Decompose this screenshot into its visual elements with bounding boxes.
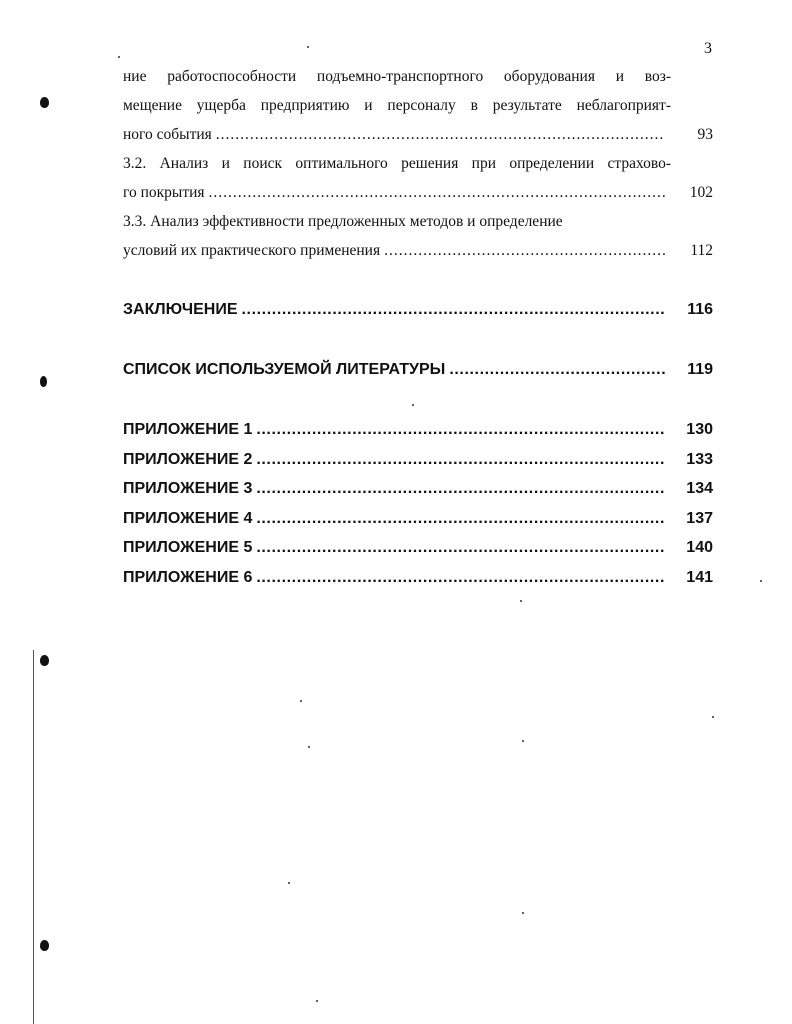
dot-leader bbox=[256, 563, 665, 593]
toc-page-number: 102 bbox=[689, 184, 713, 201]
toc-page-number: 137 bbox=[686, 509, 713, 527]
dot-leader bbox=[256, 504, 665, 534]
toc-page-number: 93 bbox=[697, 126, 713, 143]
toc-text-line: 3.3. Анализ эффективности предложенных методов и определение bbox=[123, 213, 563, 230]
toc-text: го покрытия bbox=[123, 184, 205, 201]
toc-heading: ПРИЛОЖЕНИЕ 3 bbox=[123, 480, 253, 497]
toc-heading: СПИСОК ИСПОЛЬЗУЕМОЙ ЛИТЕРАТУРЫ bbox=[123, 361, 446, 378]
scan-speck bbox=[412, 404, 414, 406]
binder-hole-mark bbox=[40, 940, 49, 951]
scan-speck bbox=[300, 700, 302, 702]
toc-heading: ПРИЛОЖЕНИЕ 4 bbox=[123, 509, 253, 527]
scan-speck bbox=[316, 1000, 318, 1002]
toc-page-number: 133 bbox=[686, 450, 713, 468]
binder-hole-mark bbox=[40, 376, 47, 387]
scan-speck bbox=[712, 716, 714, 718]
toc-leader-line bbox=[123, 120, 713, 149]
dot-leader bbox=[256, 445, 665, 475]
scan-speck bbox=[118, 56, 120, 58]
scan-speck bbox=[760, 580, 762, 582]
toc-entry-appendix bbox=[123, 445, 713, 475]
dot-leader bbox=[256, 415, 665, 445]
toc-page-number: 116 bbox=[687, 301, 713, 318]
scan-speck bbox=[522, 912, 524, 914]
toc-entry-references bbox=[123, 355, 713, 385]
page-number: 3 bbox=[704, 40, 712, 57]
scan-speck bbox=[308, 746, 310, 748]
toc-leader-line bbox=[123, 236, 713, 265]
dot-leader bbox=[256, 474, 665, 504]
binder-hole-mark bbox=[40, 655, 49, 666]
dot-leader bbox=[449, 355, 665, 385]
binder-hole-mark bbox=[40, 97, 49, 108]
toc-leader-line bbox=[123, 178, 713, 207]
toc-heading: ПРИЛОЖЕНИЕ 5 bbox=[123, 539, 253, 556]
toc-page-number: 130 bbox=[686, 421, 713, 438]
dot-leader bbox=[256, 533, 665, 563]
toc-text-line: 3.2. Анализ и поиск оптимального решения при определении страхово- bbox=[123, 155, 671, 172]
scan-speck bbox=[288, 882, 290, 884]
toc-entry-3-2 bbox=[123, 149, 713, 207]
toc-entry-appendix bbox=[123, 563, 713, 593]
toc-text: условий их практического применения bbox=[123, 242, 381, 259]
toc-text-line: ние работоспособности подъемно-транспортного оборудования и воз- bbox=[123, 68, 671, 85]
dot-leader bbox=[242, 295, 666, 325]
toc-heading: ПРИЛОЖЕНИЕ 6 bbox=[123, 568, 253, 586]
toc-entry-appendix bbox=[123, 415, 713, 445]
toc-entry-conclusion bbox=[123, 295, 713, 325]
toc-entry-appendix bbox=[123, 504, 713, 534]
toc-entry-3-3 bbox=[123, 207, 713, 265]
scan-speck bbox=[520, 600, 522, 602]
toc-text-line: мещение ущерба предприятию и персоналу в результате неблагоприят- bbox=[123, 97, 671, 114]
toc-heading: ЗАКЛЮЧЕНИЕ bbox=[123, 301, 238, 318]
toc-heading: ПРИЛОЖЕНИЕ 1 bbox=[123, 421, 253, 438]
dot-leader bbox=[209, 178, 665, 207]
toc-entry-appendix bbox=[123, 474, 713, 504]
scan-speck bbox=[522, 740, 524, 742]
toc-page-number: 140 bbox=[686, 539, 713, 556]
toc-page-number: 119 bbox=[687, 361, 713, 378]
scan-edge-line bbox=[33, 650, 34, 1024]
toc-appendix-list bbox=[123, 415, 713, 592]
toc-page-number: 134 bbox=[686, 480, 713, 497]
dot-leader bbox=[384, 236, 665, 265]
toc-entry-continued bbox=[123, 62, 713, 149]
toc-page-number: 141 bbox=[686, 568, 713, 586]
scan-speck bbox=[307, 46, 309, 48]
toc-text: ного события bbox=[123, 126, 212, 143]
toc-heading: ПРИЛОЖЕНИЕ 2 bbox=[123, 450, 253, 468]
toc-entry-appendix bbox=[123, 533, 713, 563]
toc-page-number: 112 bbox=[690, 242, 713, 259]
dot-leader bbox=[216, 120, 665, 149]
